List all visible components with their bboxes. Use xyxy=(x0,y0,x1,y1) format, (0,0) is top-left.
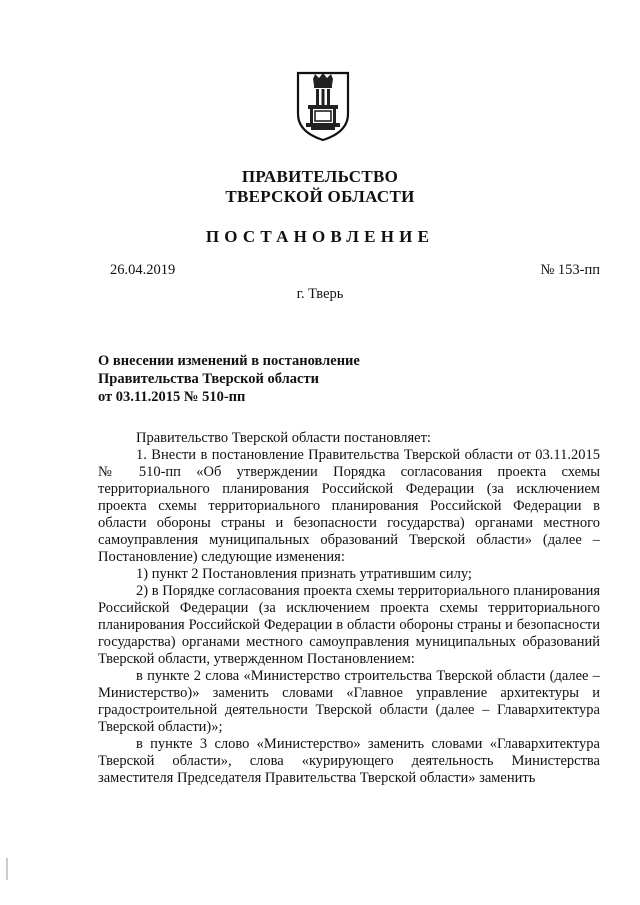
body-paragraph: Правительство Тверской области постановляет: xyxy=(136,430,431,446)
document-subject xyxy=(98,352,360,406)
body-paragraph: 2) в Порядке согласования проекта схемы территориального планирования Российской Федерации (за исключением проекта схемы территориального планирования Российской Федерации в области обороны страны и безопасности государства) органами местного самоуправления муниципальных образований Тверской области, утвержденном Постановлением: xyxy=(98,583,600,667)
subject-line2: Правительства Тверской области xyxy=(98,371,319,387)
document-city: г. Тверь xyxy=(296,286,344,302)
document-date: 26.04.2019 xyxy=(110,262,176,278)
government-title-line1: ПРАВИТЕЛЬСТВО xyxy=(241,167,399,186)
document-number: № 153-пп xyxy=(540,262,600,278)
scan-margin-mark xyxy=(6,858,8,880)
body-paragraph: 1) пункт 2 Постановления признать утратившим силу; xyxy=(136,566,472,582)
coat-of-arms-emblem xyxy=(295,70,351,142)
subject-line3: от 03.11.2015 № 510-пп xyxy=(98,389,246,405)
document-type-title: ПОСТАНОВЛЕНИЕ xyxy=(205,227,435,246)
government-title-line2: ТВЕРСКОЙ ОБЛАСТИ xyxy=(225,187,415,206)
document-body xyxy=(98,430,600,787)
body-paragraph: в пункте 3 слово «Министерство» заменить словами «Главархитектура Тверской области», слова «курирующего деятельность Министерства заместителя Председателя Правительства Тверской области» заменить xyxy=(98,736,600,786)
body-paragraph: в пункте 2 слова «Министерство строительства Тверской области (далее – Министерство)» заменить словами «Главное управление архитектуры и градостроительной деятельности Тверской области (далее – Главархитектура Тверской области)»; xyxy=(98,668,600,735)
body-paragraph: 1. Внести в постановление Правительства Тверской области от 03.11.2015 № 510-пп «Об утверждении Порядка согласования проекта схемы территориального планирования Российской Федерации (за исключением проекта схемы территориального планирования Российской Федерации в области обороны страны и безопасности государства) органами местного самоуправления муниципальных образований Тверской области» (далее – Постановление) следующие изменения: xyxy=(98,447,600,565)
subject-line1: О внесении изменений в постановление xyxy=(98,353,360,369)
